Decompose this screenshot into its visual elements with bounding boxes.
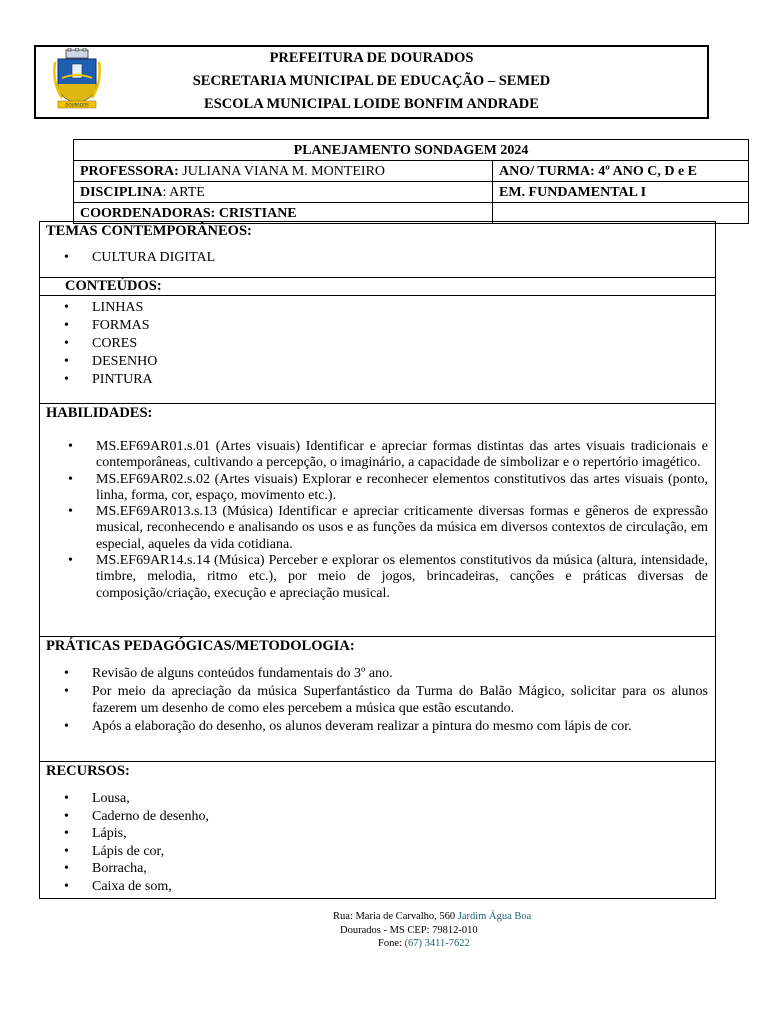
list-item xyxy=(64,335,157,353)
header-line-prefeitura: PREFEITURA DE DOURADOS xyxy=(269,50,474,66)
footer-phone: (67) 3411-7622 xyxy=(404,938,470,949)
recurso-text: Lousa, xyxy=(92,791,130,806)
recurso-text: Lápis, xyxy=(92,826,127,841)
bullet-icon: • xyxy=(64,683,69,699)
city-crest-logo xyxy=(52,48,102,110)
recurso-text: Caixa de som, xyxy=(92,878,172,894)
list-item xyxy=(64,718,708,736)
bullet-icon: • xyxy=(68,504,73,520)
list-item xyxy=(64,843,209,861)
footer-street: Rua: Maria de Carvalho, 560 xyxy=(333,911,458,922)
header-line-secretaria: SECRETARIA MUNICIPAL DE EDUCAÇÃO – SEMED xyxy=(192,73,551,89)
pratica-text: Após a elaboração do desenho, os alunos deveram realizar a pintura do mesmo com lápis de cor. xyxy=(92,718,632,734)
conteudos-item-text: DESENHO xyxy=(92,354,158,369)
coordenadoras-cell: COORDENADORAS: CRISTIANE xyxy=(74,203,493,224)
professora-label: PROFESSORA: xyxy=(80,163,179,179)
ano-turma-cell: ANO/ TURMA: 4º ANO C, D e E xyxy=(493,161,749,182)
bullet-icon: • xyxy=(68,471,73,487)
list-item xyxy=(68,439,708,472)
ensino-cell: EM. FUNDAMENTAL I xyxy=(493,182,749,203)
footer-phone-label: Fone: xyxy=(378,938,405,949)
footer-phone-line xyxy=(300,937,600,951)
professora-cell xyxy=(74,161,493,182)
list-item xyxy=(64,825,209,843)
conteudos-list xyxy=(64,299,158,389)
temas-heading: TEMAS CONTEMPORÂNEOS: xyxy=(46,223,252,239)
recurso-text: Lápis de cor, xyxy=(92,843,165,859)
footer-city: Dourados - MS CEP: 79812-010 xyxy=(340,924,478,936)
bullet-icon: • xyxy=(64,861,69,876)
footer-neighborhood: Jardim Água Boa xyxy=(457,911,532,922)
conteudos-item-text: CORES xyxy=(92,336,138,351)
bullet-icon: • xyxy=(64,372,69,387)
bullet-icon: • xyxy=(64,318,69,333)
bullet-icon: • xyxy=(64,300,69,315)
section-conteudos xyxy=(40,296,715,404)
bullet-icon: • xyxy=(64,666,69,681)
bullet-icon: • xyxy=(64,808,69,824)
disciplina-value: : ARTE xyxy=(162,184,205,200)
disciplina-cell xyxy=(74,182,493,203)
bullet-icon: • xyxy=(64,354,69,369)
section-temas xyxy=(40,222,715,278)
section-habilidades xyxy=(40,404,715,637)
bullet-icon: • xyxy=(64,250,69,265)
list-item xyxy=(64,878,209,896)
planning-info-table xyxy=(73,139,749,224)
recurso-text: Caderno de desenho, xyxy=(92,808,210,824)
habilidades-heading: HABILIDADES: xyxy=(46,405,153,421)
logo-ribbon-text: DOURADOS xyxy=(65,102,89,108)
header-line-escola: ESCOLA MUNICIPAL LOIDE BONFIM ANDRADE xyxy=(204,96,539,112)
list-item xyxy=(64,683,708,718)
bullet-icon: • xyxy=(68,553,73,569)
habilidades-list xyxy=(68,439,708,602)
list-item xyxy=(68,553,708,602)
list-item xyxy=(64,317,157,335)
pratica-text: Por meio da apreciação da música Superfantástico da Turma do Balão Mágico, solicitar para os alunos fazerem um desenho de como eles percebem a música que estão escutando. xyxy=(92,683,708,716)
list-item xyxy=(64,371,157,389)
planning-content-box xyxy=(39,221,716,899)
section-recursos xyxy=(40,762,715,900)
recursos-heading: RECURSOS: xyxy=(46,763,130,779)
list-item xyxy=(64,353,158,371)
list-item xyxy=(64,808,210,826)
bullet-icon: • xyxy=(64,878,69,894)
bullet-icon: • xyxy=(64,843,69,859)
recurso-text: Borracha, xyxy=(92,861,147,876)
habilidade-text: MS.EF69AR02.s.02 (Artes visuais) Explorar e reconhecer elementos constitutivos das artes visuais (ponto, linha, forma, cor, espaço, movimento etc.). xyxy=(96,471,708,503)
temas-list xyxy=(64,250,216,266)
list-item xyxy=(64,665,708,683)
habilidade-text: MS.EF69AR013.s.13 (Música) Identificar e apreciar criticamente diversas formas e gêneros de expressão musical, reconhecendo e analisando os usos e as funções da música em diversos contextos de circulação, em especial, aqueles da vida cotidiana. xyxy=(96,504,708,552)
list-item xyxy=(64,790,209,808)
list-item xyxy=(64,299,157,317)
letterhead xyxy=(34,45,709,119)
temas-item-text: CULTURA DIGITAL xyxy=(92,250,216,265)
bullet-icon: • xyxy=(64,791,69,806)
bullet-icon: • xyxy=(68,439,73,454)
disciplina-label: DISCIPLINA xyxy=(80,184,163,200)
conteudos-item-text: LINHAS xyxy=(92,300,144,315)
list-item xyxy=(64,860,209,878)
plan-title: PLANEJAMENTO SONDAGEM 2024 xyxy=(74,140,749,161)
footer-street-line xyxy=(300,910,600,924)
habilidade-text: MS.EF69AR14.s.14 (Música) Perceber e explorar os elementos constitutivos da música (altura, intensidade, timbre, melodia, ritmo etc.), por meio de jogos, brincadeiras, canções e práticas diversas de composição/criação, execução e apreciação musical. xyxy=(96,553,708,601)
conteudos-heading: CONTEÚDOS: xyxy=(65,278,162,294)
bullet-icon: • xyxy=(64,336,69,351)
pratica-text: Revisão de alguns conteúdos fundamentais do 3º ano. xyxy=(92,666,393,681)
recursos-list xyxy=(64,790,210,895)
habilidade-text: MS.EF69AR01.s.01 (Artes visuais) Identificar e apreciar formas distintas das artes visuais tradicionais e contemporâneas, cultivando a percepção, o imaginário, a capacidade de simbolizar e o repertório imagético. xyxy=(96,439,708,471)
footer-address xyxy=(300,910,600,951)
bullet-icon: • xyxy=(64,718,69,734)
conteudos-item-text: PINTURA xyxy=(92,372,153,387)
bullet-icon: • xyxy=(64,826,69,841)
list-item xyxy=(68,504,708,553)
praticas-list xyxy=(64,665,708,735)
conteudos-item-text: FORMAS xyxy=(92,318,150,333)
list-item xyxy=(68,471,708,505)
praticas-heading: PRÁTICAS PEDAGÓGICAS/METODOLOGIA: xyxy=(46,638,355,654)
section-praticas xyxy=(40,637,715,762)
list-item xyxy=(64,250,216,266)
professora-value: JULIANA VIANA M. MONTEIRO xyxy=(178,163,386,179)
section-conteudos-header xyxy=(40,278,715,296)
